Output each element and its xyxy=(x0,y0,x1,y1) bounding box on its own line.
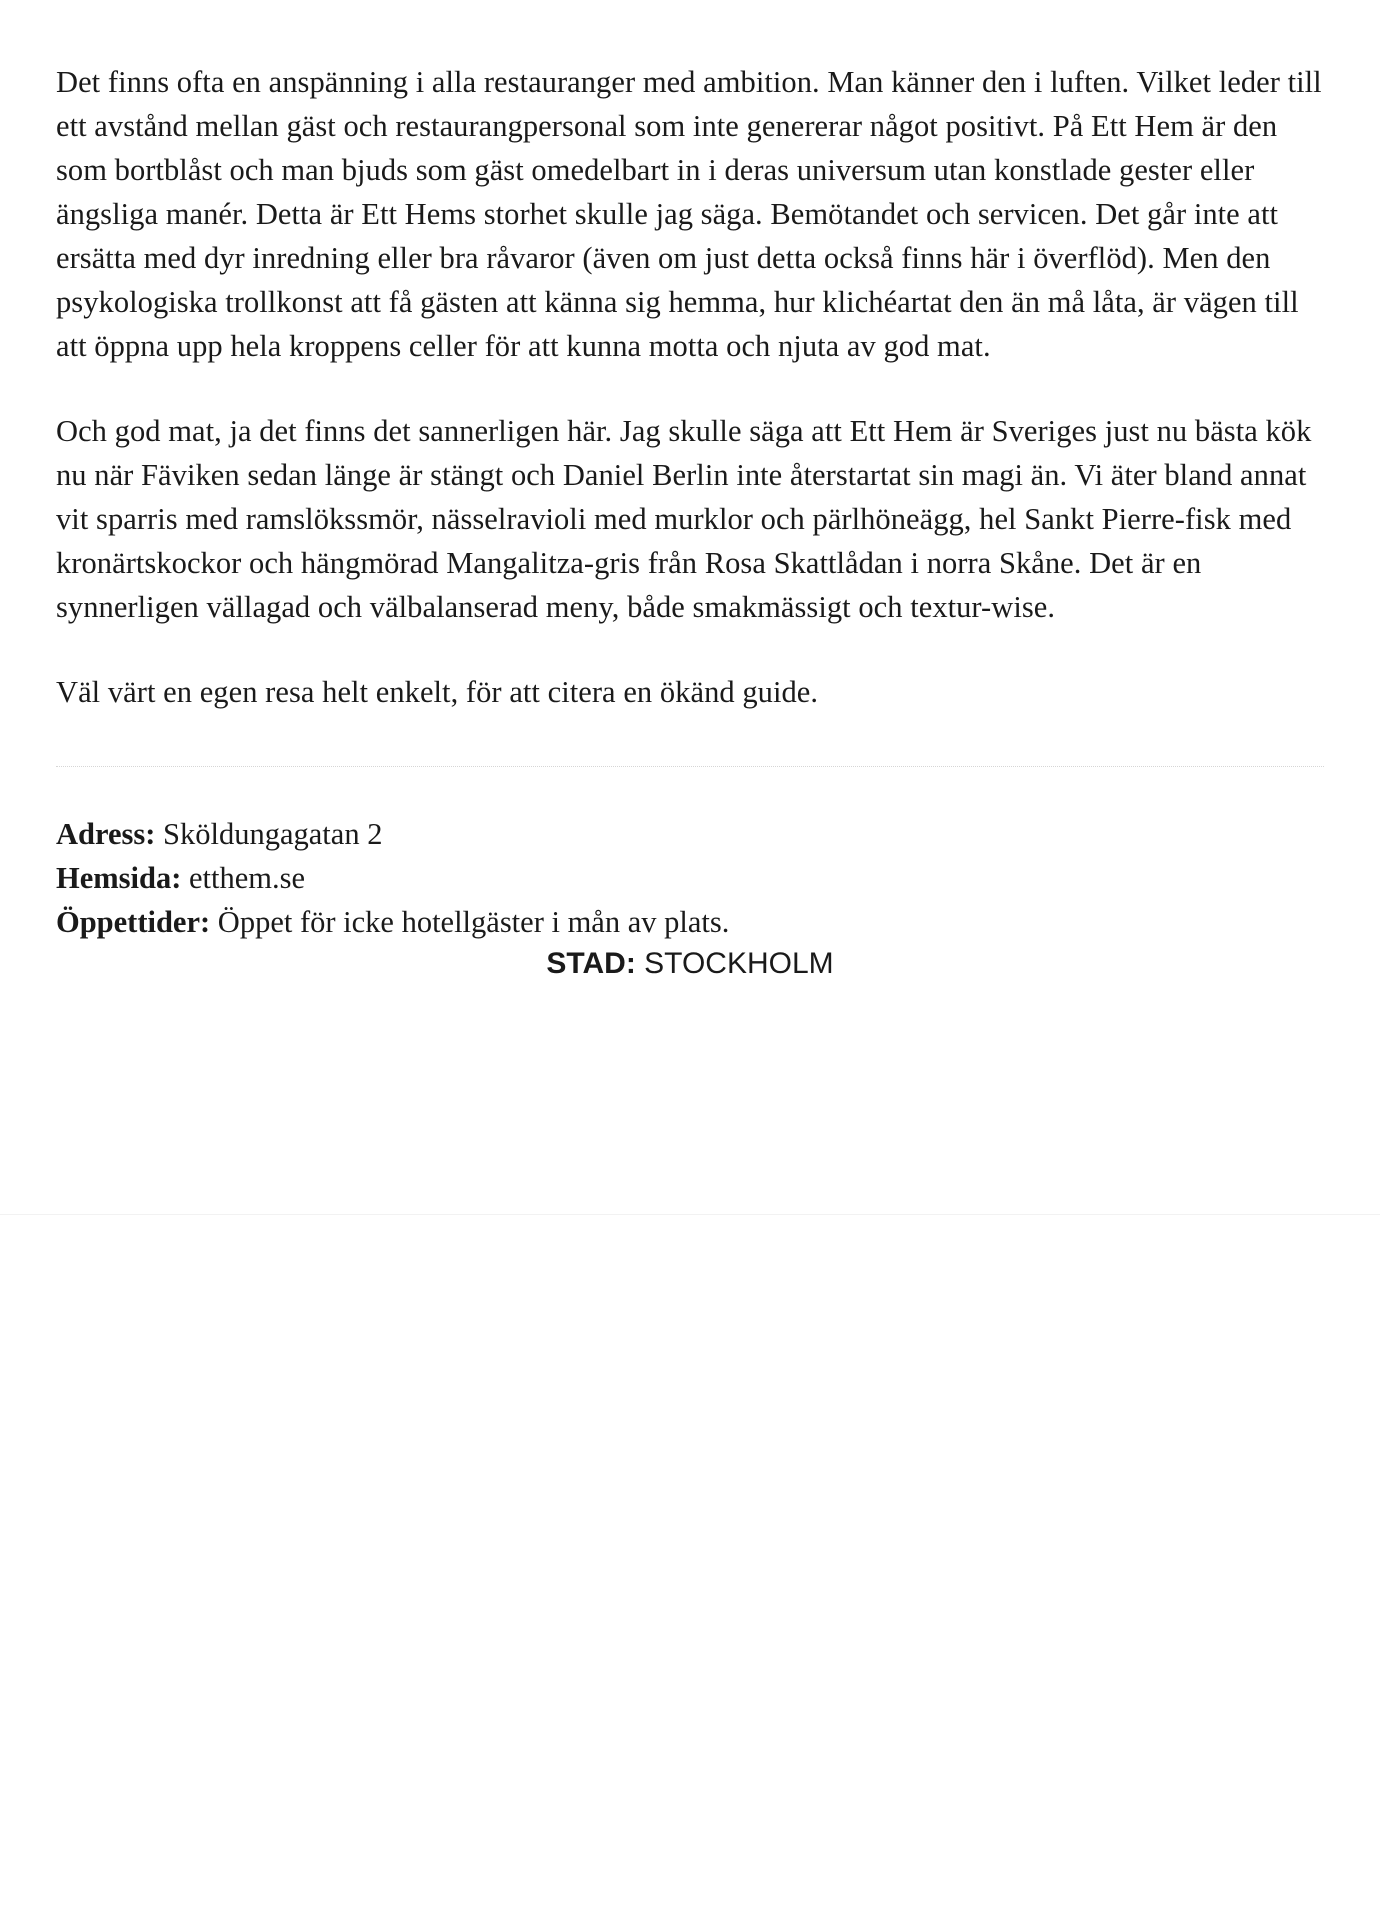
opening-hours-value: Öppet för icke hotellgäster i mån av plats. xyxy=(210,905,730,939)
article-body xyxy=(56,60,1326,984)
address-label: Adress: xyxy=(56,817,156,851)
opening-hours-row xyxy=(56,900,1326,944)
address-row xyxy=(56,812,1326,856)
website-row xyxy=(56,856,1326,900)
article-paragraph: Och god mat, ja det finns det sannerligen här. Jag skulle säga att Ett Hem är Sveriges just nu bästa kök nu när Fäviken sedan länge är stängt och Daniel Berlin inte återstartat sin magi än. Vi äter bland annat vit sparris med ramslökssmör, nässelravioli med murklor och pärlhöneägg, hel Sankt Pierre-fisk med kronärtskockor och hängmörad Mangalitza-gris från Rosa Skattlådan i norra Skåne. Det är en synnerligen vällagad och välbalanserad meny, både smakmässigt och textur-wise. xyxy=(56,414,1312,624)
website-value: etthem.se xyxy=(181,861,306,895)
content-end-divider xyxy=(0,1214,1380,1215)
restaurant-facts xyxy=(56,812,1326,984)
city-value: STOCKHOLM xyxy=(635,947,834,980)
city-label: STAD: xyxy=(546,947,636,980)
section-divider xyxy=(56,766,1324,767)
website-label: Hemsida: xyxy=(56,861,182,895)
address-value: Sköldungagatan 2 xyxy=(155,817,383,851)
opening-hours-label: Öppettider: xyxy=(56,905,211,939)
article-paragraph: Det finns ofta en anspänning i alla restauranger med ambition. Man känner den i luften. Vilket leder till ett avstånd mellan gäst och restaurangpersonal som inte genererar något positivt. På Ett Hem är den som bortblåst och man bjuds som gäst omedelbart in i deras universum utan konstlade gester eller ängsliga manér. Detta är Ett Hems storhet skulle jag säga. Bemötandet och servicen. Det går inte att ersätta med dyr inredning eller bra råvaror (även om just detta också finns här i överflöd). Men den psykologiska trollkonst att få gästen att känna sig hemma, hur klichéartat den än må låta, är vägen till att öppna upp hela kroppens celler för att kunna motta och njuta av god mat. xyxy=(56,65,1322,363)
city-tag xyxy=(56,944,1324,984)
article-paragraph: Väl värt en egen resa helt enkelt, för att citera en ökänd guide. xyxy=(56,675,819,709)
